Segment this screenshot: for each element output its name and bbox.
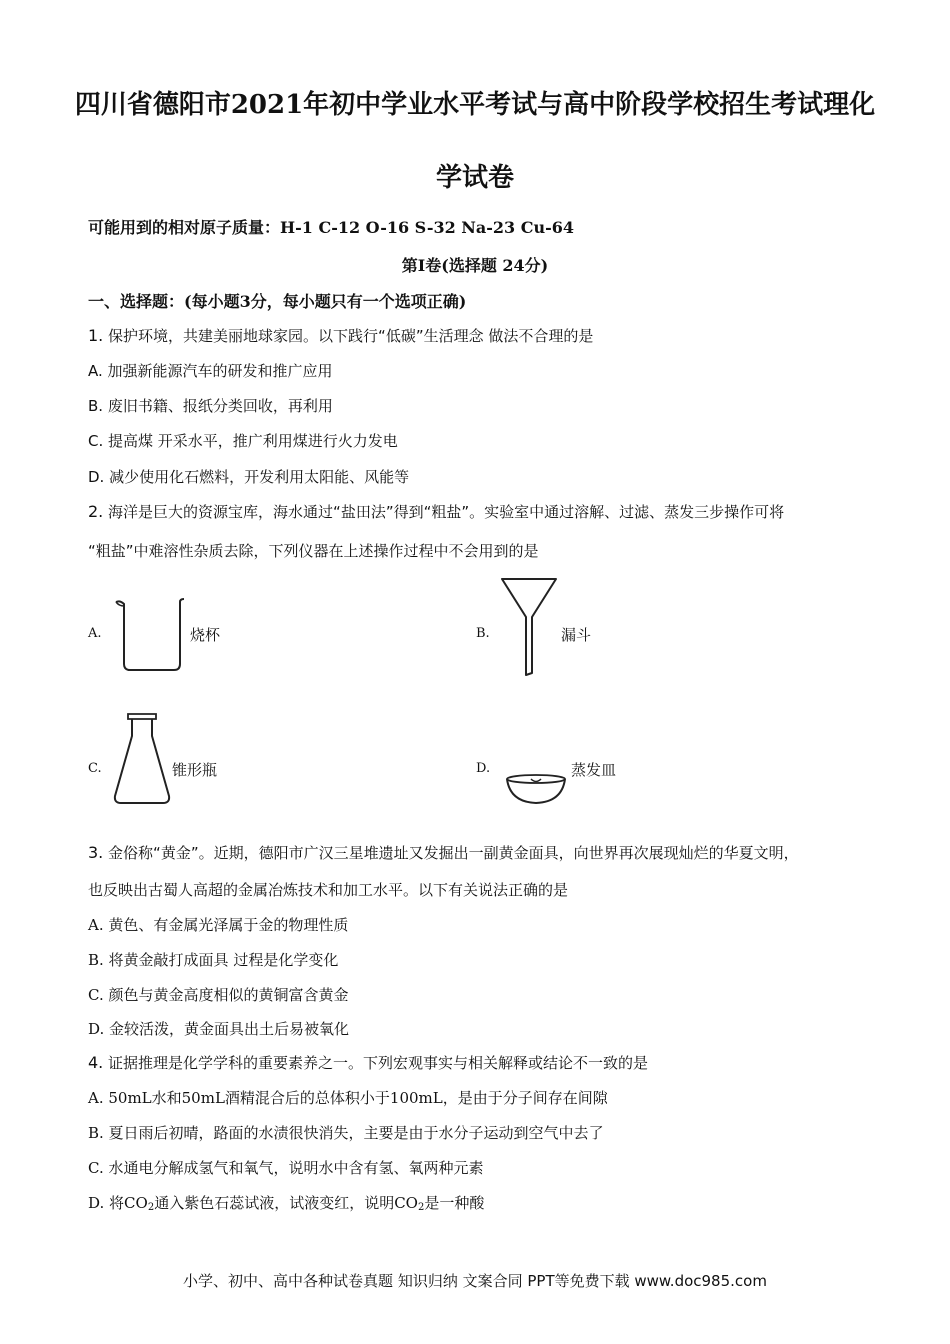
question-2-stem-line2: “粗盐”中难溶性杂质去除，下列仪器在上述操作过程中不会用到的是: [88, 542, 539, 560]
question-2-option-c-name: 锥形瓶: [172, 761, 218, 779]
evaporating-dish-icon: [504, 772, 568, 806]
question-3-stem-line1: 金俗称“黄金”。近期，德阳市广汉三星堆遗址又发掘出一副黄金面具，向世界再次展现灿烂的华夏文明，: [108, 844, 799, 862]
question-1-option-b: B. 废旧书籍、报纸分类回收，再利用: [88, 397, 333, 415]
atomic-masses-line: 可能用到的相对原子质量：H-1 C-12 O-16 S-32 Na-23 Cu-64: [88, 218, 575, 237]
section-heading: 一、选择题：(每小题3分，每小题只有一个选项正确): [88, 292, 467, 311]
question-4-number: 4.: [88, 1053, 104, 1072]
question-1-option-d: D. 减少使用化石燃料，开发利用太阳能、风能等: [88, 468, 410, 486]
question-2-option-b-label: B.: [476, 626, 490, 641]
question-2-number: 2.: [88, 502, 104, 521]
question-1-option-c: C. 提高煤 开采水平，推广利用煤进行火力发电: [88, 432, 398, 450]
question-3-stem-line2: 也反映出古蜀人高超的金属冶炼技术和加工水平。以下有关说法正确的是: [88, 881, 569, 899]
question-4: [88, 1052, 648, 1073]
question-4-option-d: [88, 1192, 484, 1213]
question-2-option-b-name: 漏斗: [561, 626, 592, 644]
co2-subscript-1: 2: [147, 1202, 155, 1213]
exam-title-line1: 四川省德阳市2021年初中学业水平考试与高中阶段学校招生考试理化: [74, 90, 876, 120]
question-4-stem: 证据推理是化学学科的重要素养之一。下列宏观事实与相关解释或结论不一致的是: [108, 1054, 649, 1072]
question-3-option-d: D. 金较活泼，黄金面具出土后易被氧化: [88, 1020, 350, 1038]
funnel-icon: [500, 577, 558, 677]
conical-flask-icon: [112, 712, 172, 806]
footer-ad: 小学、初中、高中各种试卷真题 知识归纳 文案合同 PPT等免费下载 www.doc985.com: [183, 1272, 767, 1290]
question-1-stem: 保护环境，共建美丽地球家园。以下践行“低碳”生活理念 做法不合理的是: [108, 327, 594, 345]
question-2-option-a-name: 烧杯: [190, 626, 221, 644]
co2-subscript-2: 2: [417, 1202, 425, 1213]
question-4-option-d-part2: 通入紫色石蕊试液，试液变红，说明CO: [154, 1194, 418, 1212]
volume-heading: 第Ⅰ卷(选择题 24分): [401, 256, 549, 275]
question-1: [88, 325, 593, 346]
question-3-option-a: A. 黄色、有金属光泽属于金的物理性质: [88, 916, 349, 934]
question-1-option-a: A. 加强新能源汽车的研发和推广应用: [88, 362, 333, 380]
question-3-option-b: B. 将黄金敲打成面具 过程是化学变化: [88, 951, 339, 969]
exam-title-line2: 学试卷: [435, 163, 514, 193]
question-4-option-c: C. 水通电分解成氢气和氧气，说明水中含有氢、氧两种元素: [88, 1159, 484, 1177]
question-4-option-a: A. 50mL水和50mL酒精混合后的总体积小于100mL，是由于分子间存在间隙: [88, 1089, 608, 1107]
question-4-option-d-part1: D. 将CO: [88, 1194, 148, 1212]
question-4-option-b: B. 夏日雨后初晴，路面的水渍很快消失，主要是由于水分子运动到空气中去了: [88, 1124, 604, 1142]
question-2: [88, 501, 784, 522]
question-3-option-c: C. 颜色与黄金高度相似的黄铜富含黄金: [88, 986, 349, 1004]
question-2-option-d-name: 蒸发皿: [571, 761, 617, 779]
question-3: [88, 842, 799, 863]
question-1-number: 1.: [88, 326, 104, 345]
question-3-number: 3.: [88, 843, 104, 862]
question-4-option-d-part3: 是一种酸: [424, 1194, 485, 1212]
question-2-option-a-label: A.: [88, 626, 102, 641]
question-2-stem-line1: 海洋是巨大的资源宝库，海水通过“盐田法”得到“粗盐”。实验室中通过溶解、过滤、蒸发三步操作可将: [108, 503, 785, 521]
question-2-option-c-label: C.: [88, 761, 102, 776]
question-2-option-d-label: D.: [476, 761, 491, 776]
beaker-icon: [114, 598, 186, 674]
